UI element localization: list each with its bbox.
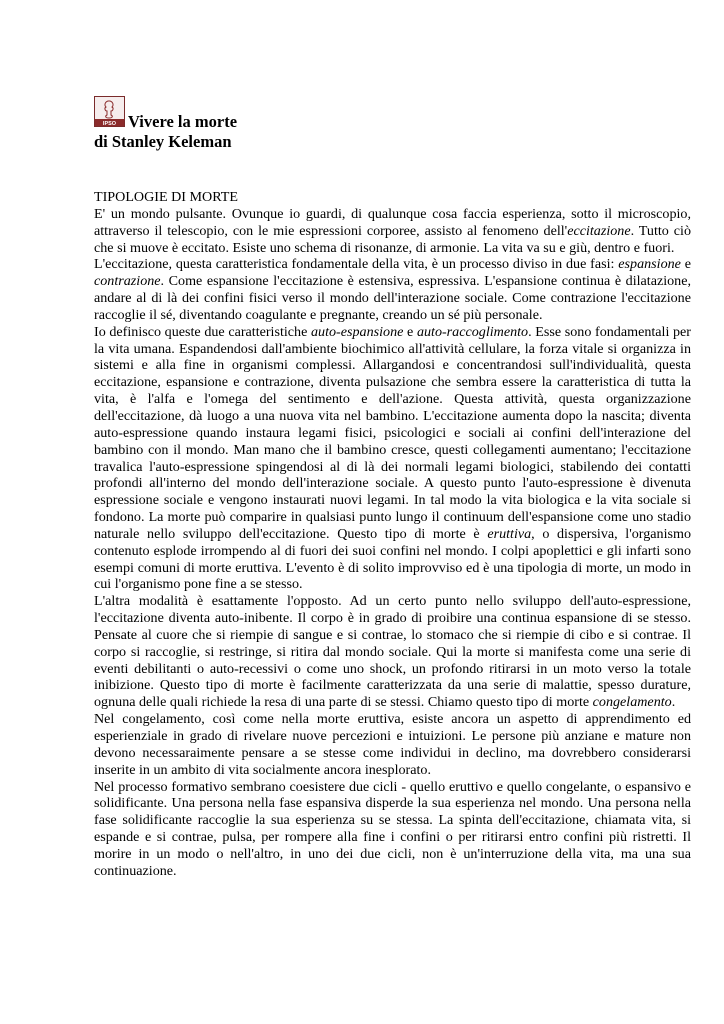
- paragraph: [94, 206, 691, 257]
- title-line: Vivere la morte: [128, 112, 238, 131]
- text-run: , o dispersiva, l'organismo contenuto esplode irrompendo al di fuori dei suoi confini nel mondo. I colpi apoplettici e gli infarti sono esempi comuni di morte eruttiva. L'evento è di solito improvviso ed è una tipologia di morte, un modo in cui l'organismo pone fine a se stesso.: [94, 525, 692, 593]
- text-run: . Come espansione l'eccitazione è estensiva, espressiva. L'espansione continua è dilatazione, andare al di là dei confini fisici verso il mondo dell'interazione sociale. Come contrazione l'eccitazione raccoglie il sé, diventando coagulante e pregnante, creando un sé più personale.: [94, 273, 691, 323]
- ipso-logo-text: IPSO: [102, 121, 117, 126]
- author-line: di Stanley Keleman: [94, 132, 232, 151]
- italic-term: auto-espansione: [311, 323, 404, 340]
- text-run: E' un mondo pulsante. Ovunque io guardi, di qualunque cosa faccia esperienza, sotto il microscopio, attraverso il telescopio, con le mie espressioni corporee, assisto al fenomeno dell': [94, 205, 691, 239]
- italic-term: auto-raccoglimento: [416, 323, 529, 340]
- text-run: Nel processo formativo sembrano coesistere due cicli - quello eruttivo e quello congelante, o espansivo e solidificante. Una persona nella fase espansiva disperde la sua esperienza nel mondo. Una persona nella fase solidificante raccoglie la sua esperienza su se stessa. La spinta dell'eccitazione, chiamata vita, si espande e si contrae, pulsa, per rompere alla fine i confini o per ritirarsi entro confini più ristretti. Il morire in un modo o nell'altro, in uno dei due cicli, non è un'interruzione della vita, ma una sua continuazione.: [94, 778, 691, 879]
- paragraph: [94, 256, 691, 323]
- italic-term: eccitazione: [567, 222, 631, 239]
- text-run: Io definisco queste due caratteristiche: [94, 323, 311, 340]
- italic-term: congelamento: [592, 694, 672, 711]
- text-run: Nel congelamento, così come nella morte eruttiva, esiste ancora un aspetto di apprendimento ed esperienziale in grado di rivelare nuove percezioni e intuizioni. Le persone più anziane e mature non devono necessaraimente pensare a se stesse come individui in declino, ma dovrebbero considerarsi inserite in un ambito di vita socialmente ancora inesplorato.: [94, 711, 691, 778]
- italic-term: contrazione: [94, 273, 161, 290]
- text-run: e: [403, 323, 417, 340]
- text-run: L'altra modalità è esattamente l'opposto. Ad un certo punto nello sviluppo dell'auto-espressione, l'eccitazione diventa auto-inibente. Il corpo è in grado di proibire una continua espansione di se stesso. Pensate al cuore che si riempie di sangue e si contrae, lo stomaco che si riempie di cibo e si contrae. Il corpo si raccoglie, si restringe, si ritira dal mondo sociale. Qui la morte si manifesta come una serie di eventi debilitanti o auto-recessivi o come uno shock, un profondo ritirarsi in un moto verso la totale inibizione. Questo tipo di morte è facilmente caratterizzata da una serie di malattie, spesso durature, ognuna delle quali richiede la resa di una parte di se stessi. Chiamo questo tipo di morte: [94, 593, 691, 711]
- paragraphs: [94, 206, 691, 880]
- italic-term: eruttiva: [487, 525, 532, 542]
- text-run: e: [680, 256, 692, 273]
- text-run: L'eccitazione, questa caratteristica fondamentale della vita, è un processo diviso in due fasi:: [94, 256, 619, 273]
- paragraph: [94, 593, 691, 711]
- text-run: .: [671, 694, 676, 711]
- italic-term: espansione: [618, 256, 681, 273]
- paragraph: [94, 779, 691, 880]
- paragraph: [94, 711, 691, 778]
- text-run: . Esse sono fondamentali per la vita umana. Espandendosi dall'ambiente biochimico all'attività cellulare, la forza vitale si organizza in sistemi e alla fine in organismi complessi. Allargandosi e concentrandosi sull'individualità, questa eccitazione, espansione e contrazione, diventa pulsazione che sembra essere la caratteristica di tutta la vita, è l'alfa e l'omega del sentimento e dell'azione. Questa attività, questa organizzazione dell'eccitazione, dà luogo a una nuova vita nel bambino. L'eccitazione aumenta dopo la nascita; diventa auto-espressione quando instaura legami fisici, psicologici e sociali ai confini dell'interazione del bambino con il mondo. Man mano che il bambino cresce, questi collegamenti aumentano; l'eccitazione travalica l'auto-espressione spingendosi al di là dei normali legami biologici, stabilendo dei contatti profondi all'interno del mondo dell'interazione sociale. A questo punto l'auto-espressione è divenuta espressione sociale e vengono instaurati nuovi legami. In tal modo la vita biologica e la vita sociale si fondono. La morte può comparire in qualsiasi punto lungo il continuum dell'espansione come uno stadio naturale nello sviluppo dell'eccitazione. Questo tipo di morte è: [94, 323, 692, 542]
- section-heading: TIPOLOGIE DI MORTE: [94, 189, 238, 205]
- document-title: [94, 112, 237, 152]
- document-body: [94, 189, 691, 880]
- paragraph: [94, 324, 691, 594]
- text-run: . Tutto ciò che si muove è eccitato. Esiste uno schema di risonanze, di armonie. La vita va su e giù, dentro e fuori.: [94, 222, 691, 256]
